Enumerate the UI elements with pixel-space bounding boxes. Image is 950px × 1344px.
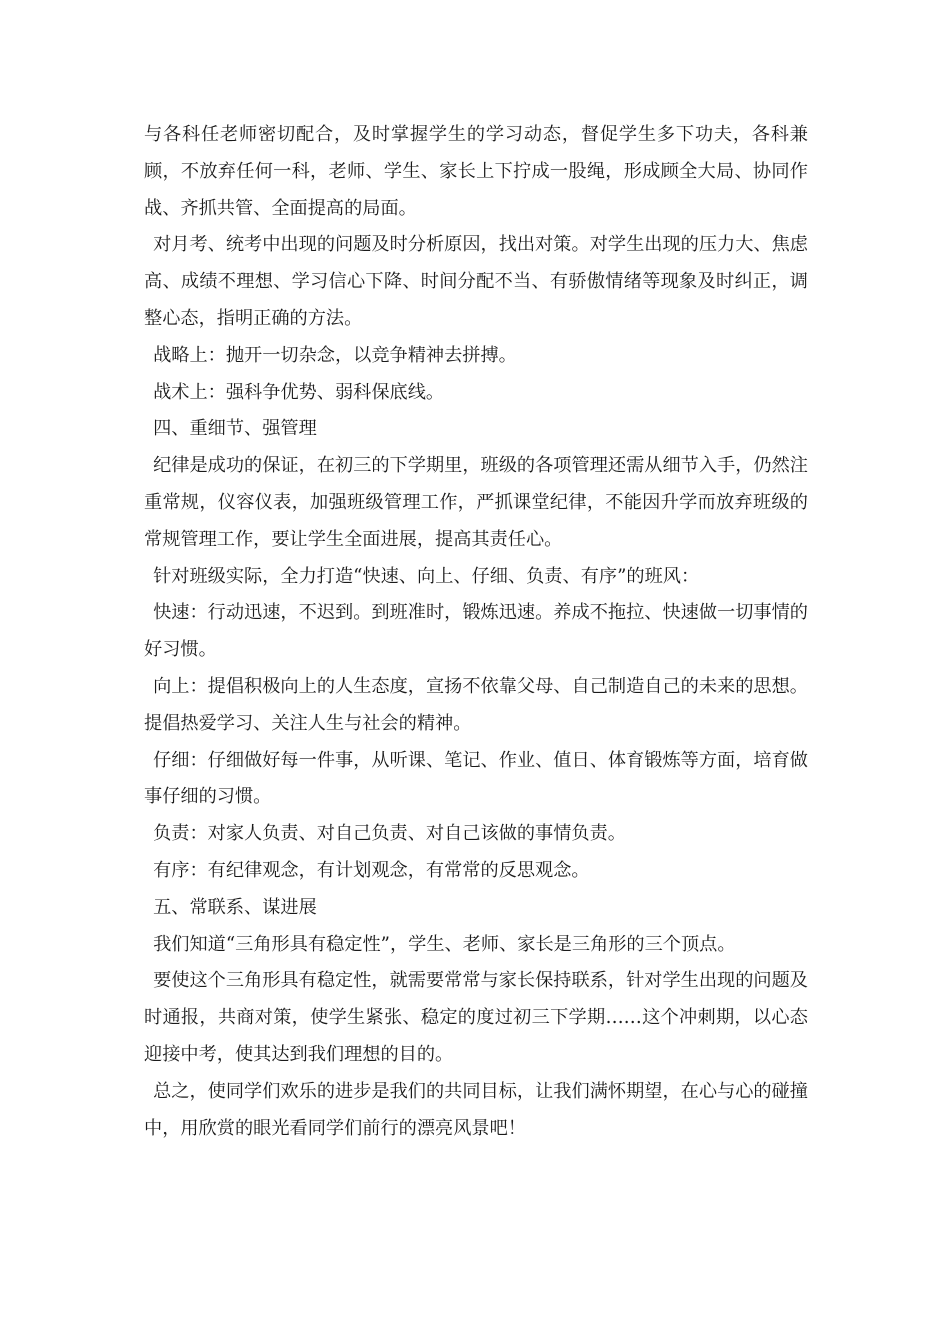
paragraph: 我们知道“三角形具有稳定性”，学生、老师、家长是三角形的三个顶点。 (153, 933, 736, 955)
closing-paragraph: 总之，使同学们欢乐的进步是我们的共同目标，让我们满怀期望，在心与心的碰撞中，用欣赏的眼光看同学们前行的漂亮风景吧！ (144, 1080, 808, 1139)
strategy-line: 战略上：抛开一切杂念，以竞争精神去拼搏。 (153, 344, 517, 366)
paragraph: 负责：对家人负责、对自己负责、对自己该做的事情负责。 (153, 823, 626, 845)
paragraph: 针对班级实际，全力打造“快速、向上、仔细、负责、有序”的班风： (153, 565, 700, 587)
paragraph: 要使这个三角形具有稳定性，就需要常常与家长保持联系，针对学生出现的问题及时通报，共商对策，使学生紧张、稳定的度过初三下学期……这个冲刺期，以心态迎接中考，使其达到我们理想的目的。 (144, 970, 808, 1065)
tactics-line: 战术上：强科争优势、弱科保底线。 (153, 381, 445, 403)
section-heading: 四、重细节、强管理 (153, 418, 317, 440)
paragraph: 向上：提倡积极向上的人生态度，宣扬不依靠父母、自己制造自己的未来的思想。提倡热爱学习、关注人生与社会的精神。 (144, 675, 808, 734)
document-body (144, 117, 808, 1147)
paragraph: 与各科任老师密切配合，及时掌握学生的学习动态，督促学生多下功夫，各科兼顾，不放弃任何一科，老师、学生、家长上下拧成一股绳，形成顾全大局、协同作战、齐抓共管、全面提高的局面。 (144, 124, 808, 219)
paragraph: 纪律是成功的保证，在初三的下学期里，班级的各项管理还需从细节入手，仍然注重常规，仪容仪表，加强班级管理工作，严抓课堂纪律，不能因升学而放弃班级的常规管理工作，要让学生全面进展，提高其责任心。 (144, 455, 808, 550)
paragraph: 快速：行动迅速，不迟到。到班准时，锻炼迅速。养成不拖拉、快速做一切事情的好习惯。 (144, 602, 808, 661)
paragraph: 对月考、统考中出现的问题及时分析原因，找出对策。对学生出现的压力大、焦虑高、成绩不理想、学习信心下降、时间分配不当、有骄傲情绪等现象及时纠正，调整心态，指明正确的方法。 (144, 234, 808, 329)
section-heading: 五、常联系、谋进展 (153, 896, 317, 918)
paragraph: 有序：有纪律观念，有计划观念，有常常的反思观念。 (153, 859, 590, 881)
paragraph: 仔细：仔细做好每一件事，从听课、笔记、作业、值日、体育锻炼等方面，培育做事仔细的习惯。 (144, 749, 808, 808)
